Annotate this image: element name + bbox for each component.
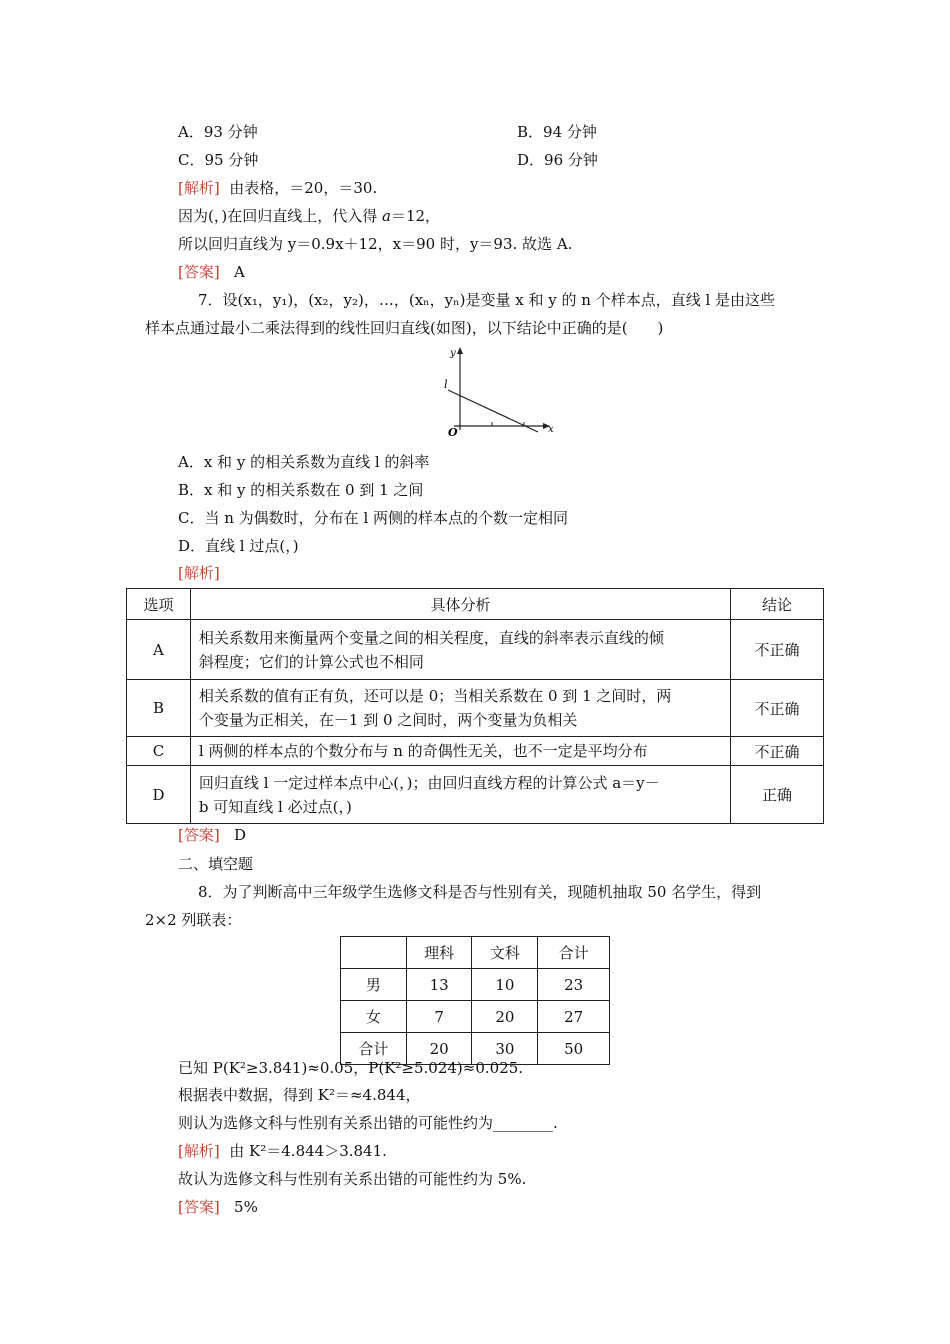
row-conclusion: 不正确 xyxy=(731,620,824,680)
q8-question: 则认为选修文科与性别有关系出错的可能性约为________. xyxy=(178,1114,558,1132)
table-row: 女 7 20 27 xyxy=(341,1001,610,1033)
y-axis-label: y xyxy=(450,348,456,359)
table-header-row xyxy=(127,589,824,620)
q8-compute: 根据表中数据，得到 K²＝≈4.844， xyxy=(178,1086,421,1104)
row-analysis: 相关系数的值有正有负，还可以是 0；当相关系数在 0 到 1 之间时，两 个变量为正相关，在－1 到 0 之间时，两个变量为负相关 xyxy=(190,680,730,737)
y-axis-arrow xyxy=(457,347,463,354)
q8-stem-line-2: 2×2 列联表： xyxy=(145,911,242,929)
line-label: l xyxy=(444,378,448,391)
q6-answer: [答案] A xyxy=(178,263,245,281)
row-conclusion: 不正确 xyxy=(731,680,824,737)
q7-option-c: C．当 n 为偶数时，分布在 l 两侧的样本点的个数一定相同 xyxy=(178,509,569,527)
table-row: 男 13 10 23 xyxy=(341,969,610,1001)
regression-line-graph xyxy=(440,344,560,439)
q7-analysis-tag: [解析] xyxy=(178,564,220,582)
header-conclusion: 结论 xyxy=(731,589,824,620)
row-analysis: 回归直线 l 一定过样本点中心(，)；由回归直线方程的计算公式 a＝y－ b 可知直线 l 必过点(，) xyxy=(190,766,730,824)
q7-option-a: A．x 和 y 的相关系数为直线 l 的斜率 xyxy=(178,453,430,471)
table-row xyxy=(127,620,824,680)
row-analysis: l 两侧的样本点的个数分布与 n 的奇偶性无关，也不一定是平均分布 xyxy=(190,737,730,766)
q8-analysis-line-1: [解析] 由 K²＝4.844＞3.841. xyxy=(178,1142,387,1160)
q8-stem-line-1: 8．为了判断高中三年级学生选修文科是否与性别有关，现随机抽取 50 名学生，得到 xyxy=(198,883,762,901)
analysis-tag: [解析] xyxy=(178,1142,220,1160)
table-row: 合计 20 30 50 xyxy=(341,1033,610,1065)
row-option: D xyxy=(127,766,191,824)
row-option: C xyxy=(127,737,191,766)
table-header-row: 理科 文科 合计 xyxy=(341,937,610,969)
origin-label: O xyxy=(448,426,458,439)
q6-option-d: D．96 分钟 xyxy=(517,151,598,169)
analysis-tag: [解析] xyxy=(178,179,220,197)
table-row xyxy=(127,680,824,737)
header-option: 选项 xyxy=(127,589,191,620)
answer-tag: [答案] xyxy=(178,1198,220,1216)
q7-stem-line-1: 7．设(x₁，y₁)，(x₂，y₂)，…，(xₙ，yₙ)是变量 x 和 y 的 n 个样本点，直线 l 是由这些 xyxy=(198,291,776,309)
row-analysis: 相关系数用来衡量两个变量之间的相关程度，直线的斜率表示直线的倾 斜程度；它们的计算公式也不相同 xyxy=(190,620,730,680)
q7-analysis-table xyxy=(126,588,824,824)
row-option: B xyxy=(127,680,191,737)
table-row xyxy=(127,766,824,824)
q7-option-d: D．直线 l 过点(，) xyxy=(178,537,299,555)
section-heading: 二、填空题 xyxy=(178,855,254,873)
q8-known: 已知 P(K²≥3.841)≈0.05，P(K²≥5.024)≈0.025. xyxy=(178,1059,524,1077)
q6-option-c: C．95 分钟 xyxy=(178,151,259,169)
row-option: A xyxy=(127,620,191,680)
row-conclusion: 正确 xyxy=(731,766,824,824)
contingency-table xyxy=(340,936,610,1065)
row-conclusion: 不正确 xyxy=(731,737,824,766)
q6-analysis-line-1: [解析] 由表格，＝20，＝30. xyxy=(178,179,378,197)
q6-option-b: B．94 分钟 xyxy=(517,123,597,141)
q6-analysis-line-2: 因为(，)在回归直线上，代入得 a＝12， xyxy=(178,207,441,225)
q6-analysis-line-3: 所以回归直线为 y＝0.9x＋12，x＝90 时，y＝93. 故选 A. xyxy=(178,235,573,253)
x-axis-label: x xyxy=(548,424,554,435)
q7-option-b: B．x 和 y 的相关系数在 0 到 1 之间 xyxy=(178,481,424,499)
table-row xyxy=(127,737,824,766)
q8-analysis-line-2: 故认为选修文科与性别有关系出错的可能性约为 5%. xyxy=(178,1170,527,1188)
header-analysis: 具体分析 xyxy=(190,589,730,620)
q6-option-a: A．93 分钟 xyxy=(178,123,258,141)
q7-stem-line-2: 样本点通过最小二乘法得到的线性回归直线(如图)，以下结论中正确的是( ) xyxy=(145,319,664,337)
q8-answer: [答案] 5% xyxy=(178,1198,258,1216)
answer-tag: [答案] xyxy=(178,263,220,281)
q7-answer: [答案] D xyxy=(178,826,247,844)
answer-tag: [答案] xyxy=(178,826,220,844)
